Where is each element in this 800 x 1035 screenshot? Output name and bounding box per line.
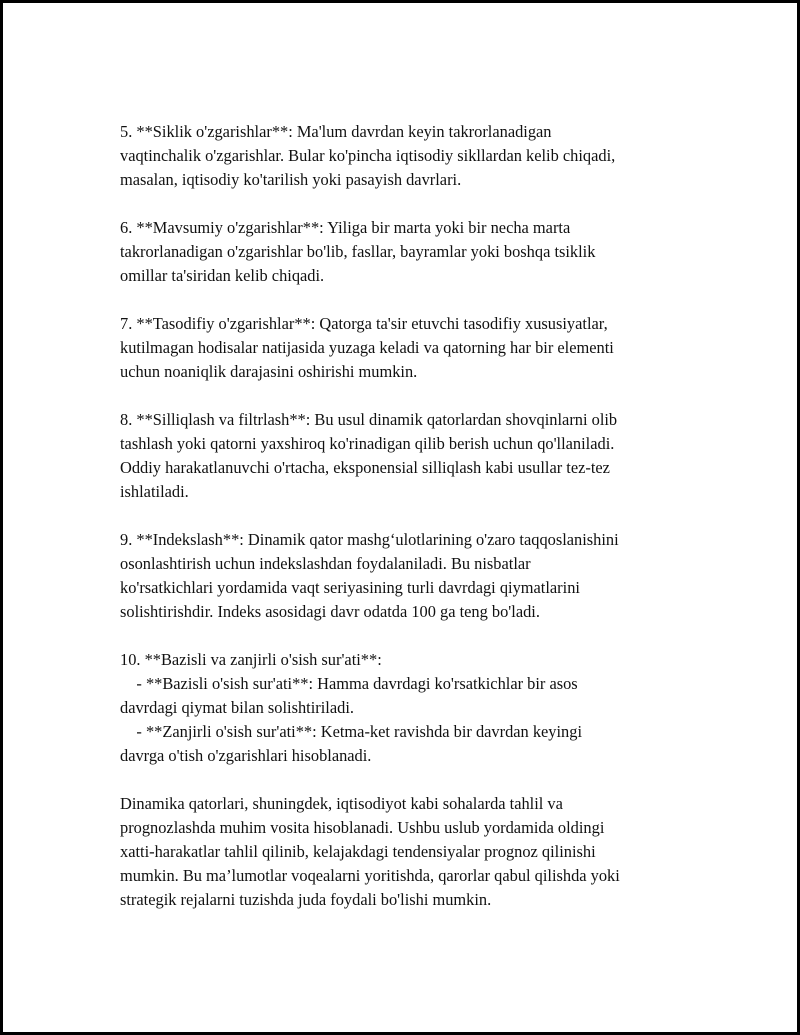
text-line: davrdagi qiymat bilan solishtiriladi. bbox=[120, 698, 354, 717]
paragraph-random-changes bbox=[120, 312, 690, 384]
text-line: mumkin. Bu ma’lumotlar voqealarni yoritishda, qarorlar qabul qilishda yoki bbox=[120, 866, 620, 885]
text-line: Oddiy harakatlanuvchi o'rtacha, eksponensial silliqlash kabi usullar tez-tez bbox=[120, 458, 610, 477]
text-line: tashlash yoki qatorni yaxshiroq ko'rinadigan qilib berish uchun qo'llaniladi. bbox=[120, 434, 615, 453]
text-line: ishlatiladi. bbox=[120, 482, 189, 501]
text-line: osonlashtirish uchun indekslashdan foydalaniladi. Bu nisbatlar bbox=[120, 554, 531, 573]
text-line: prognozlashda muhim vosita hisoblanadi. Ushbu uslub yordamida oldingi bbox=[120, 818, 605, 837]
text-line: Dinamika qatorlari, shuningdek, iqtisodiyot kabi sohalarda tahlil va bbox=[120, 794, 563, 813]
text-line: 7. **Tasodifiy o'zgarishlar**: Qatorga ta'sir etuvchi tasodifiy xususiyatlar, bbox=[120, 314, 608, 333]
text-line: masalan, iqtisodiy ko'tarilish yoki pasayish davrlari. bbox=[120, 170, 462, 189]
text-line: strategik rejalarni tuzishda juda foydali bo'lishi mumkin. bbox=[120, 890, 492, 909]
text-line: omillar ta'siridan kelib chiqadi. bbox=[120, 266, 325, 285]
text-line: solishtirishdir. Indeks asosidagi davr odatda 100 ga teng bo'ladi. bbox=[120, 602, 540, 621]
text-line: kutilmagan hodisalar natijasida yuzaga keladi va qatorning har bir elementi bbox=[120, 338, 614, 357]
text-line: ko'rsatkichlari yordamida vaqt seriyasining turli davrdagi qiymatlarini bbox=[120, 578, 580, 597]
text-line: takrorlanadigan o'zgarishlar bo'lib, fasllar, bayramlar yoki boshqa tsiklik bbox=[120, 242, 596, 261]
document-body bbox=[120, 120, 690, 936]
text-line: 10. **Bazisli va zanjirli o'sish sur'ati**: bbox=[120, 650, 382, 669]
text-line: - **Zanjirli o'sish sur'ati**: Ketma-ket ravishda bir davrdan keyingi bbox=[120, 722, 583, 741]
text-line: vaqtinchalik o'zgarishlar. Bular ko'pincha iqtisodiy sikllardan kelib chiqadi, bbox=[120, 146, 616, 165]
text-line: - **Bazisli o'sish sur'ati**: Hamma davrdagi ko'rsatkichlar bir asos bbox=[120, 674, 578, 693]
paragraph-cyclical-changes bbox=[120, 120, 690, 192]
paragraph-seasonal-changes bbox=[120, 216, 690, 288]
paragraph-conclusion bbox=[120, 792, 690, 912]
text-line: 5. **Siklik o'zgarishlar**: Ma'lum davrdan keyin takrorlanadigan bbox=[120, 122, 552, 141]
paragraph-growth-rates bbox=[120, 648, 690, 768]
paragraph-indexing bbox=[120, 528, 690, 624]
text-line: davrga o'tish o'zgarishlari hisoblanadi. bbox=[120, 746, 372, 765]
text-line: xatti-harakatlar tahlil qilinib, kelajakdagi tendensiyalar prognoz qilinishi bbox=[120, 842, 596, 861]
paragraph-smoothing-filtering bbox=[120, 408, 690, 504]
text-line: uchun noaniqlik darajasini oshirishi mumkin. bbox=[120, 362, 418, 381]
text-line: 9. **Indekslash**: Dinamik qator mashg‘ulotlarining o'zaro taqqoslanishini bbox=[120, 530, 619, 549]
text-line: 8. **Silliqlash va filtrlash**: Bu usul dinamik qatorlardan shovqinlarni olib bbox=[120, 410, 618, 429]
text-line: 6. **Mavsumiy o'zgarishlar**: Yiliga bir marta yoki bir necha marta bbox=[120, 218, 571, 237]
